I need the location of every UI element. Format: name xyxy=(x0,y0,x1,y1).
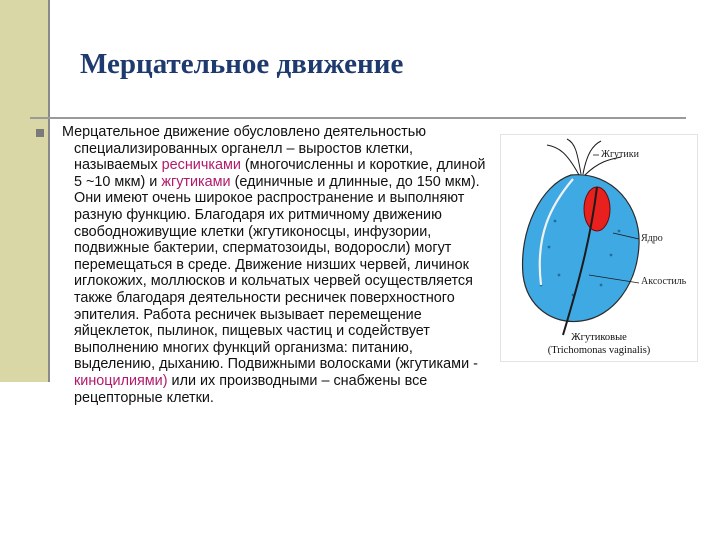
title-divider xyxy=(30,117,686,119)
figure-caption-line2: (Trichomonas vaginalis) xyxy=(547,345,651,356)
label-flagella: Жгутики xyxy=(601,149,639,160)
text-segment: Мерцательное движение обусловлено деятельностью специализированных органелл – выростов клетки, называемых xyxy=(62,124,427,174)
left-accent-line xyxy=(48,0,50,382)
term-cilia: ресничками xyxy=(161,157,241,174)
term-kinocilia: киноцилиями) xyxy=(74,372,168,389)
label-nucleus: Ядро xyxy=(641,233,663,244)
left-accent-bar xyxy=(0,0,48,382)
trichomonas-illustration xyxy=(501,135,697,361)
body-paragraph xyxy=(62,124,494,406)
term-flagella: жгутиками xyxy=(161,173,231,190)
label-axostyle: Аксостиль xyxy=(641,276,687,287)
text-segment: или их производными – снабжены все рецепторные клетки. xyxy=(74,372,428,406)
slide-title: Мерцательное движение xyxy=(80,48,404,80)
trichomonas-figure xyxy=(500,134,698,362)
figure-caption-line1: Жгутиковые xyxy=(571,332,627,343)
bullet-marker xyxy=(36,129,44,137)
text-segment: (многочисленны и короткие, длиной 5 ~10 мкм) и xyxy=(74,157,486,190)
text-segment: (единичные и длинные, до 150 мкм). Они имеют очень широкое распространение и выполняют разную функцию. Благодаря их ритмичному движению свободноживущие клетки (жгутиконосцы, инфузории, подвижные бактерии, сперматозоиды, водоросли) могут перемещаться в среде. Движение низших червей, личинок иглокожих, моллюсков и кольчатых червей осуществляется также благодаря деятельности ресничек поверхностного эпителия. Работа ресничек вызывает перемещение яйцеклеток, пылинок, пищевых частиц и содействует выполнению многих функций организма: питанию, выделению, дыханию. Подвижными волосками (жгутиками - xyxy=(74,173,480,373)
